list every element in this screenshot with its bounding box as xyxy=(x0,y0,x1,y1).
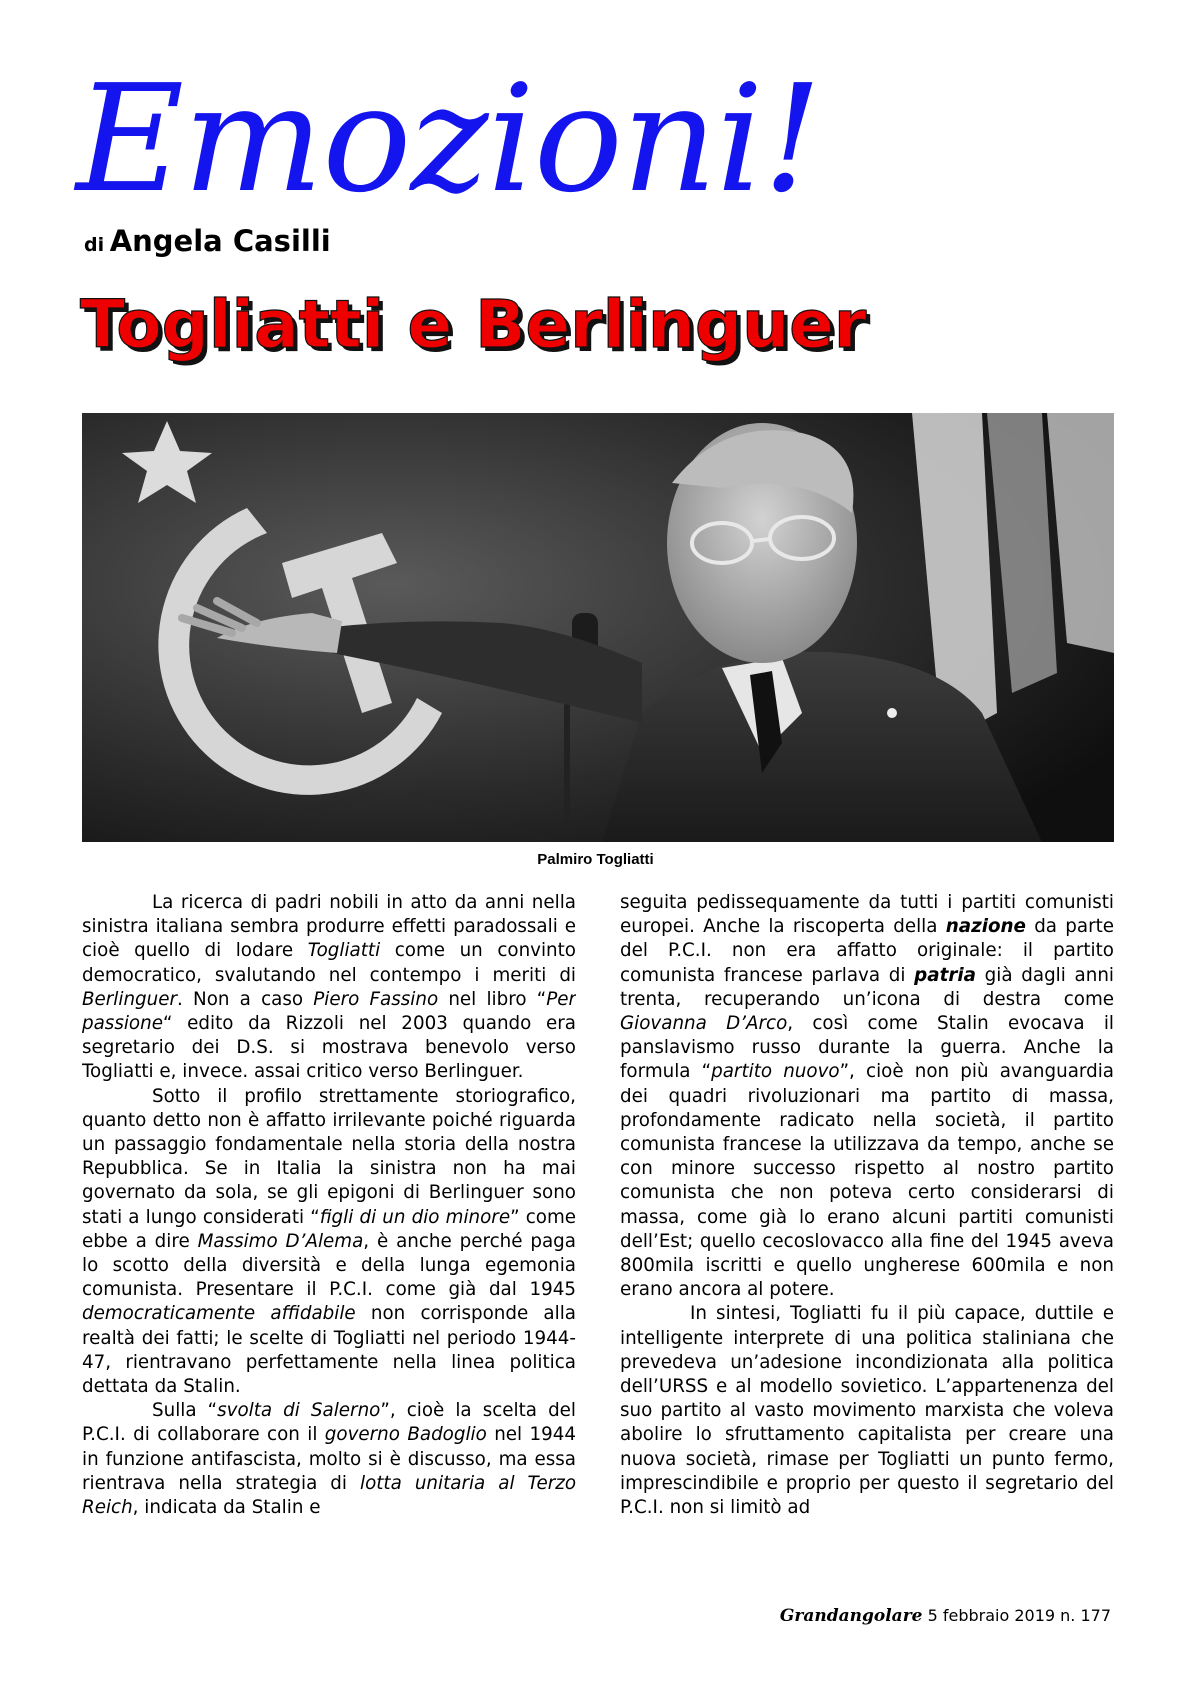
byline xyxy=(84,224,331,258)
publication-name: Grandangolare xyxy=(779,1606,923,1626)
speaker-photo-illustration xyxy=(82,413,1114,842)
masthead-title: Emozioni! xyxy=(76,53,822,225)
article-paragraph: In sintesi, Togliatti fu il più capace, duttile e intelligente interprete di una politica staliniana che prevedeva un’adesione incondizionata alla politica dell’URSS e al modello sovietico. L’appartenenza del suo partito al vasto movimento marxista che voleva abolire lo sfruttamento capitalista per creare una nuova società, rimase per Togliatti un punto fermo, imprescindibile e proprio per questo il segretario del P.C.I. non si limitò ad xyxy=(620,1303,1114,1519)
article-paragraph: Sotto il profilo strettamente storiografico, quanto detto non è affatto irrilevante poiché riguarda un passaggio fondamentale nella storia della nostra Repubblica. Se in Italia la sinistra non ha mai governato da sola, se gli epigoni di Berlinguer sono stati a lungo considerati “figli di un dio minore” come ebbe a dire Massimo D’Alema, è anche perché paga lo scotto della diversità e della lunga egemonia comunista. Presentare il P.C.I. come già dal 1945 democraticamente affidabile non corrisponde alla realtà dei fatti; le scelte di Togliatti nel periodo 1944-47, rientravano perfettamente nella linea politica dettata da Stalin. xyxy=(82,1085,576,1398)
article-paragraph: La ricerca di padri nobili in atto da anni nella sinistra italiana sembra produrre effetti paradossali e cioè quello di lodare Togliatti come un convinto democratico, svalutando nel contempo i meriti di Berlinguer. Non a caso Piero Fassino nel libro “Per passione“ edito da Rizzoli nel 2003 quando era segretario dei D.S. si mostrava benevolo verso Togliatti e, invece. assai critico verso Berlinguer. xyxy=(82,892,576,1083)
author-name: Angela Casilli xyxy=(109,224,331,258)
article-column-left xyxy=(82,891,576,1596)
page-footer xyxy=(780,1606,1111,1626)
article-headline: Togliatti e Berlinguer xyxy=(80,286,867,363)
issue-info: 5 febbraio 2019 n. 177 xyxy=(927,1606,1111,1625)
article-paragraph: Sulla “svolta di Salerno”, cioè la scelta del P.C.I. di collaborare con il governo Badoglio nel 1944 in funzione antifascista, molto si è discusso, ma essa rientrava nella strategia di lotta unitaria al Terzo Reich, indicata da Stalin e xyxy=(82,1400,576,1519)
photo-caption: Palmiro Togliatti xyxy=(537,851,654,868)
article-paragraph: seguita pedissequamente da tutti i partiti comunisti europei. Anche la riscoperta della nazione da parte del P.C.I. non era affatto originale: il partito comunista francese parlava di patria già dagli anni trenta, recuperando un’icona di destra come Giovanna D’Arco, così come Stalin evocava il panslavismo russo durante la guerra. Anche la formula “partito nuovo”, cioè non più avanguardia dei quadri rivoluzionari ma partito di massa, profondamente radicato nella società, il partito comunista francese la utilizzava da tempo, anche se con minore successo rispetto al nostro partito comunista che non poteva certo considerarsi di massa, come già lo erano alcuni partiti comunisti dell’Est; quello cecoslovacco alla fine del 1945 aveva 800mila iscritti e quello ungherese 600mila e non erano ancora al potere. xyxy=(620,892,1114,1301)
article-column-right xyxy=(620,891,1114,1596)
article-photo xyxy=(82,413,1114,842)
byline-prefix: di xyxy=(84,234,105,256)
